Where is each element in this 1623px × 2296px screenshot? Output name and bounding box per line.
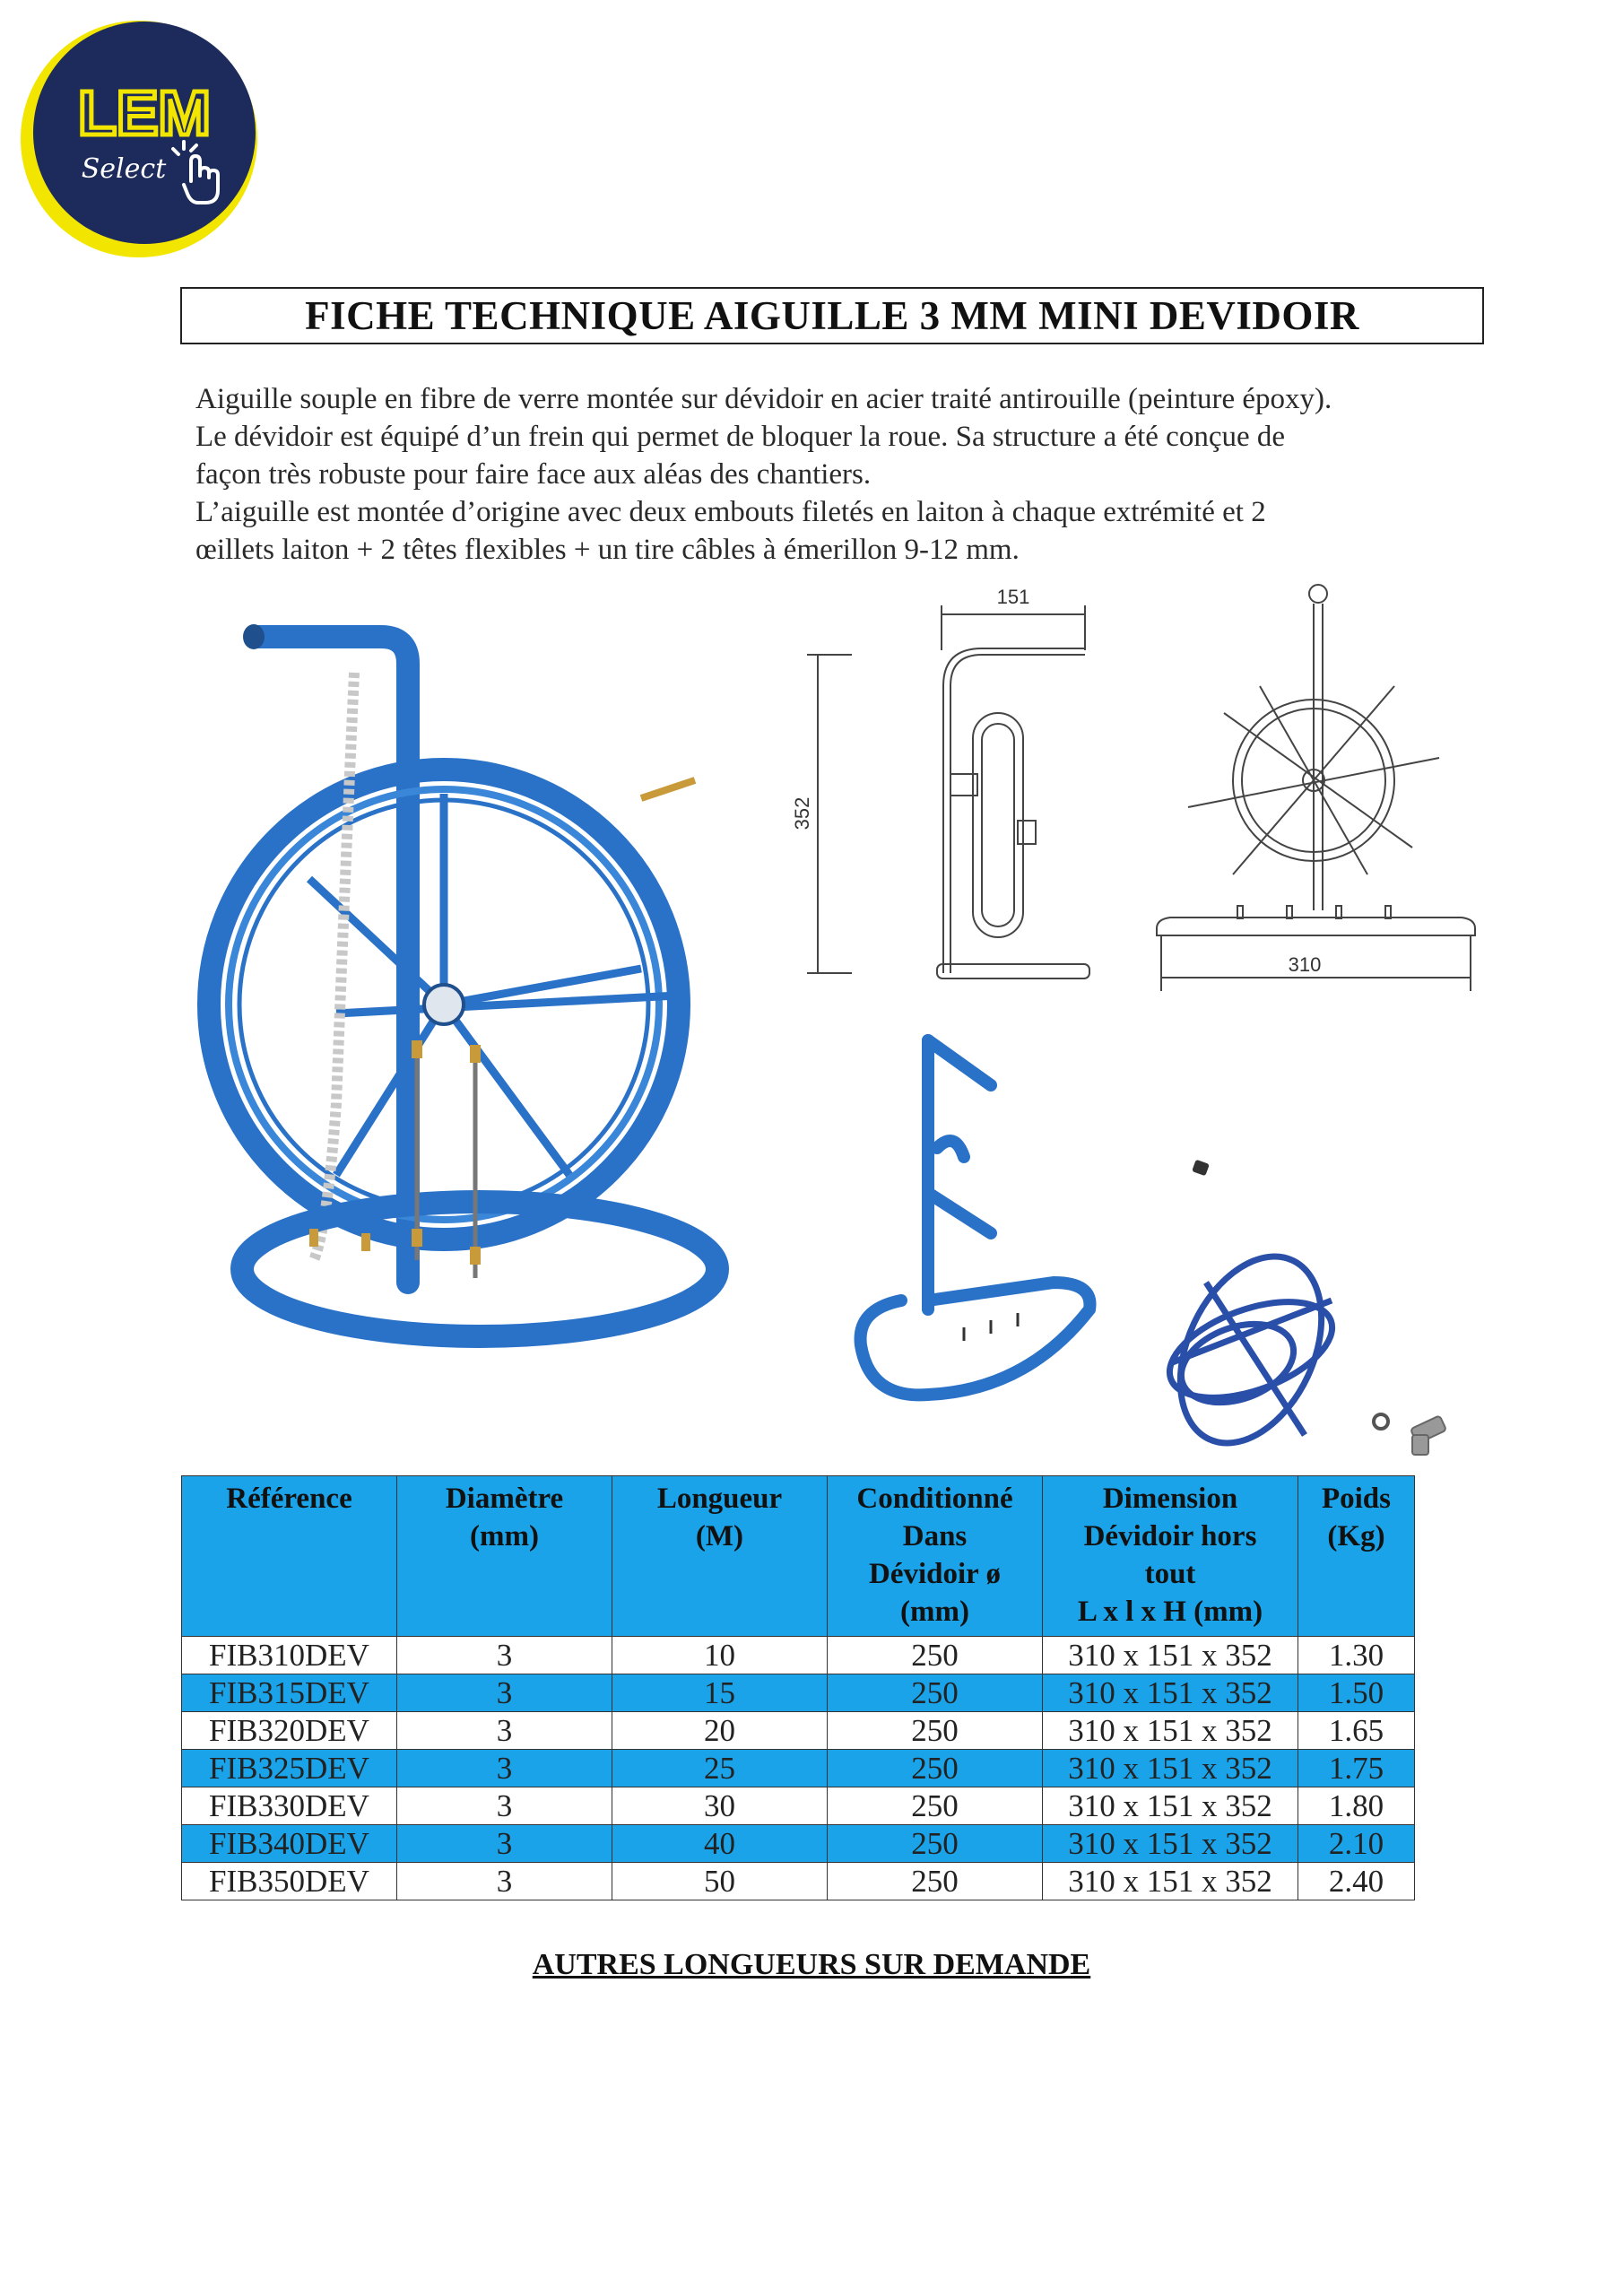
cell-poids: 1.50 — [1298, 1674, 1415, 1712]
cell-longueur: 50 — [612, 1863, 828, 1900]
reel-photo — [229, 601, 767, 1381]
cell-reference: FIB310DEV — [182, 1637, 397, 1674]
cell-diametre: 3 — [397, 1863, 612, 1900]
col-header-poids: Poids (Kg) — [1298, 1476, 1415, 1637]
intro-line: Le dévidoir est équipé d’un frein qui permet de bloquer la roue. Sa structure a été conçue de — [195, 421, 1286, 453]
intro-text — [195, 380, 1487, 569]
cell-poids: 1.80 — [1298, 1787, 1415, 1825]
cell-conditionne: 250 — [828, 1712, 1043, 1750]
spec-table — [181, 1475, 1415, 1900]
table-row — [182, 1674, 1415, 1712]
cell-reference: FIB315DEV — [182, 1674, 397, 1712]
logo-tagline: Select — [81, 153, 167, 185]
intro-line: œillets laiton + 2 têtes flexibles + un tire câbles à émerillon 9-12 mm. — [195, 534, 1020, 566]
other-lengths-note: AUTRES LONGUEURS SUR DEMANDE — [532, 1948, 1091, 1981]
table-row — [182, 1863, 1415, 1900]
table-row — [182, 1787, 1415, 1825]
cell-conditionne: 250 — [828, 1674, 1043, 1712]
cell-reference: FIB350DEV — [182, 1863, 397, 1900]
intro-line: Aiguille souple en fibre de verre montée sur dévidoir en acier traité antirouille (peinture époxy). — [195, 383, 1332, 415]
cell-poids: 2.40 — [1298, 1863, 1415, 1900]
page-title: FICHE TECHNIQUE AIGUILLE 3 MM MINI DEVIDOIR — [305, 293, 1359, 338]
table-row — [182, 1825, 1415, 1863]
cell-longueur: 15 — [612, 1674, 828, 1712]
cell-dimension: 310 x 151 x 352 — [1043, 1712, 1298, 1750]
cell-longueur: 10 — [612, 1637, 828, 1674]
cell-reference: FIB320DEV — [182, 1712, 397, 1750]
cell-diametre: 3 — [397, 1787, 612, 1825]
cell-dimension: 310 x 151 x 352 — [1043, 1825, 1298, 1863]
cell-dimension: 310 x 151 x 352 — [1043, 1674, 1298, 1712]
front-view-drawing — [1152, 578, 1493, 991]
cell-conditionne: 250 — [828, 1787, 1043, 1825]
cell-longueur: 25 — [612, 1750, 828, 1787]
table-row — [182, 1712, 1415, 1750]
col-header-dimension: Dimension Dévidoir hors tout L x l x H (mm) — [1043, 1476, 1298, 1637]
dim-width: 151 — [996, 586, 1030, 608]
cell-longueur: 20 — [612, 1712, 828, 1750]
dim-height: 352 — [791, 796, 813, 831]
cell-conditionne: 250 — [828, 1863, 1043, 1900]
col-header-diametre: Diamètre (mm) — [397, 1476, 612, 1637]
cell-poids: 1.65 — [1298, 1712, 1415, 1750]
title-box — [180, 287, 1484, 344]
col-header-conditionne: Conditionné Dans Dévidoir ø (mm) — [828, 1476, 1043, 1637]
cell-poids: 1.75 — [1298, 1750, 1415, 1787]
cell-diametre: 3 — [397, 1825, 612, 1863]
logo-brand: LEM — [78, 78, 211, 148]
table-header-row — [182, 1476, 1415, 1637]
dim-length: 310 — [1288, 953, 1322, 976]
cell-diametre: 3 — [397, 1637, 612, 1674]
cell-poids: 2.10 — [1298, 1825, 1415, 1863]
cell-conditionne: 250 — [828, 1750, 1043, 1787]
cell-diametre: 3 — [397, 1674, 612, 1712]
cell-longueur: 30 — [612, 1787, 828, 1825]
cell-longueur: 40 — [612, 1825, 828, 1863]
footer-note — [0, 1948, 1623, 1982]
cell-reference: FIB325DEV — [182, 1750, 397, 1787]
cell-reference: FIB330DEV — [182, 1787, 397, 1825]
cell-diametre: 3 — [397, 1712, 612, 1750]
cell-dimension: 310 x 151 x 352 — [1043, 1787, 1298, 1825]
cell-conditionne: 250 — [828, 1637, 1043, 1674]
intro-line: façon très robuste pour faire face aux aléas des chantiers. — [195, 458, 872, 491]
cell-poids: 1.30 — [1298, 1637, 1415, 1674]
table-row — [182, 1637, 1415, 1674]
side-view-drawing — [791, 578, 1139, 991]
table-row — [182, 1750, 1415, 1787]
lem-select-logo — [18, 18, 260, 260]
frame-render — [847, 1013, 1134, 1408]
col-header-reference: Référence — [182, 1476, 397, 1637]
wheel-render — [1152, 1148, 1475, 1471]
cell-reference: FIB340DEV — [182, 1825, 397, 1863]
cell-conditionne: 250 — [828, 1825, 1043, 1863]
cell-dimension: 310 x 151 x 352 — [1043, 1750, 1298, 1787]
cell-dimension: 310 x 151 x 352 — [1043, 1637, 1298, 1674]
cell-diametre: 3 — [397, 1750, 612, 1787]
col-header-longueur: Longueur (M) — [612, 1476, 828, 1637]
intro-line: L’aiguille est montée d’origine avec deux embouts filetés en laiton à chaque extrémité et 2 — [195, 496, 1266, 528]
cell-dimension: 310 x 151 x 352 — [1043, 1863, 1298, 1900]
